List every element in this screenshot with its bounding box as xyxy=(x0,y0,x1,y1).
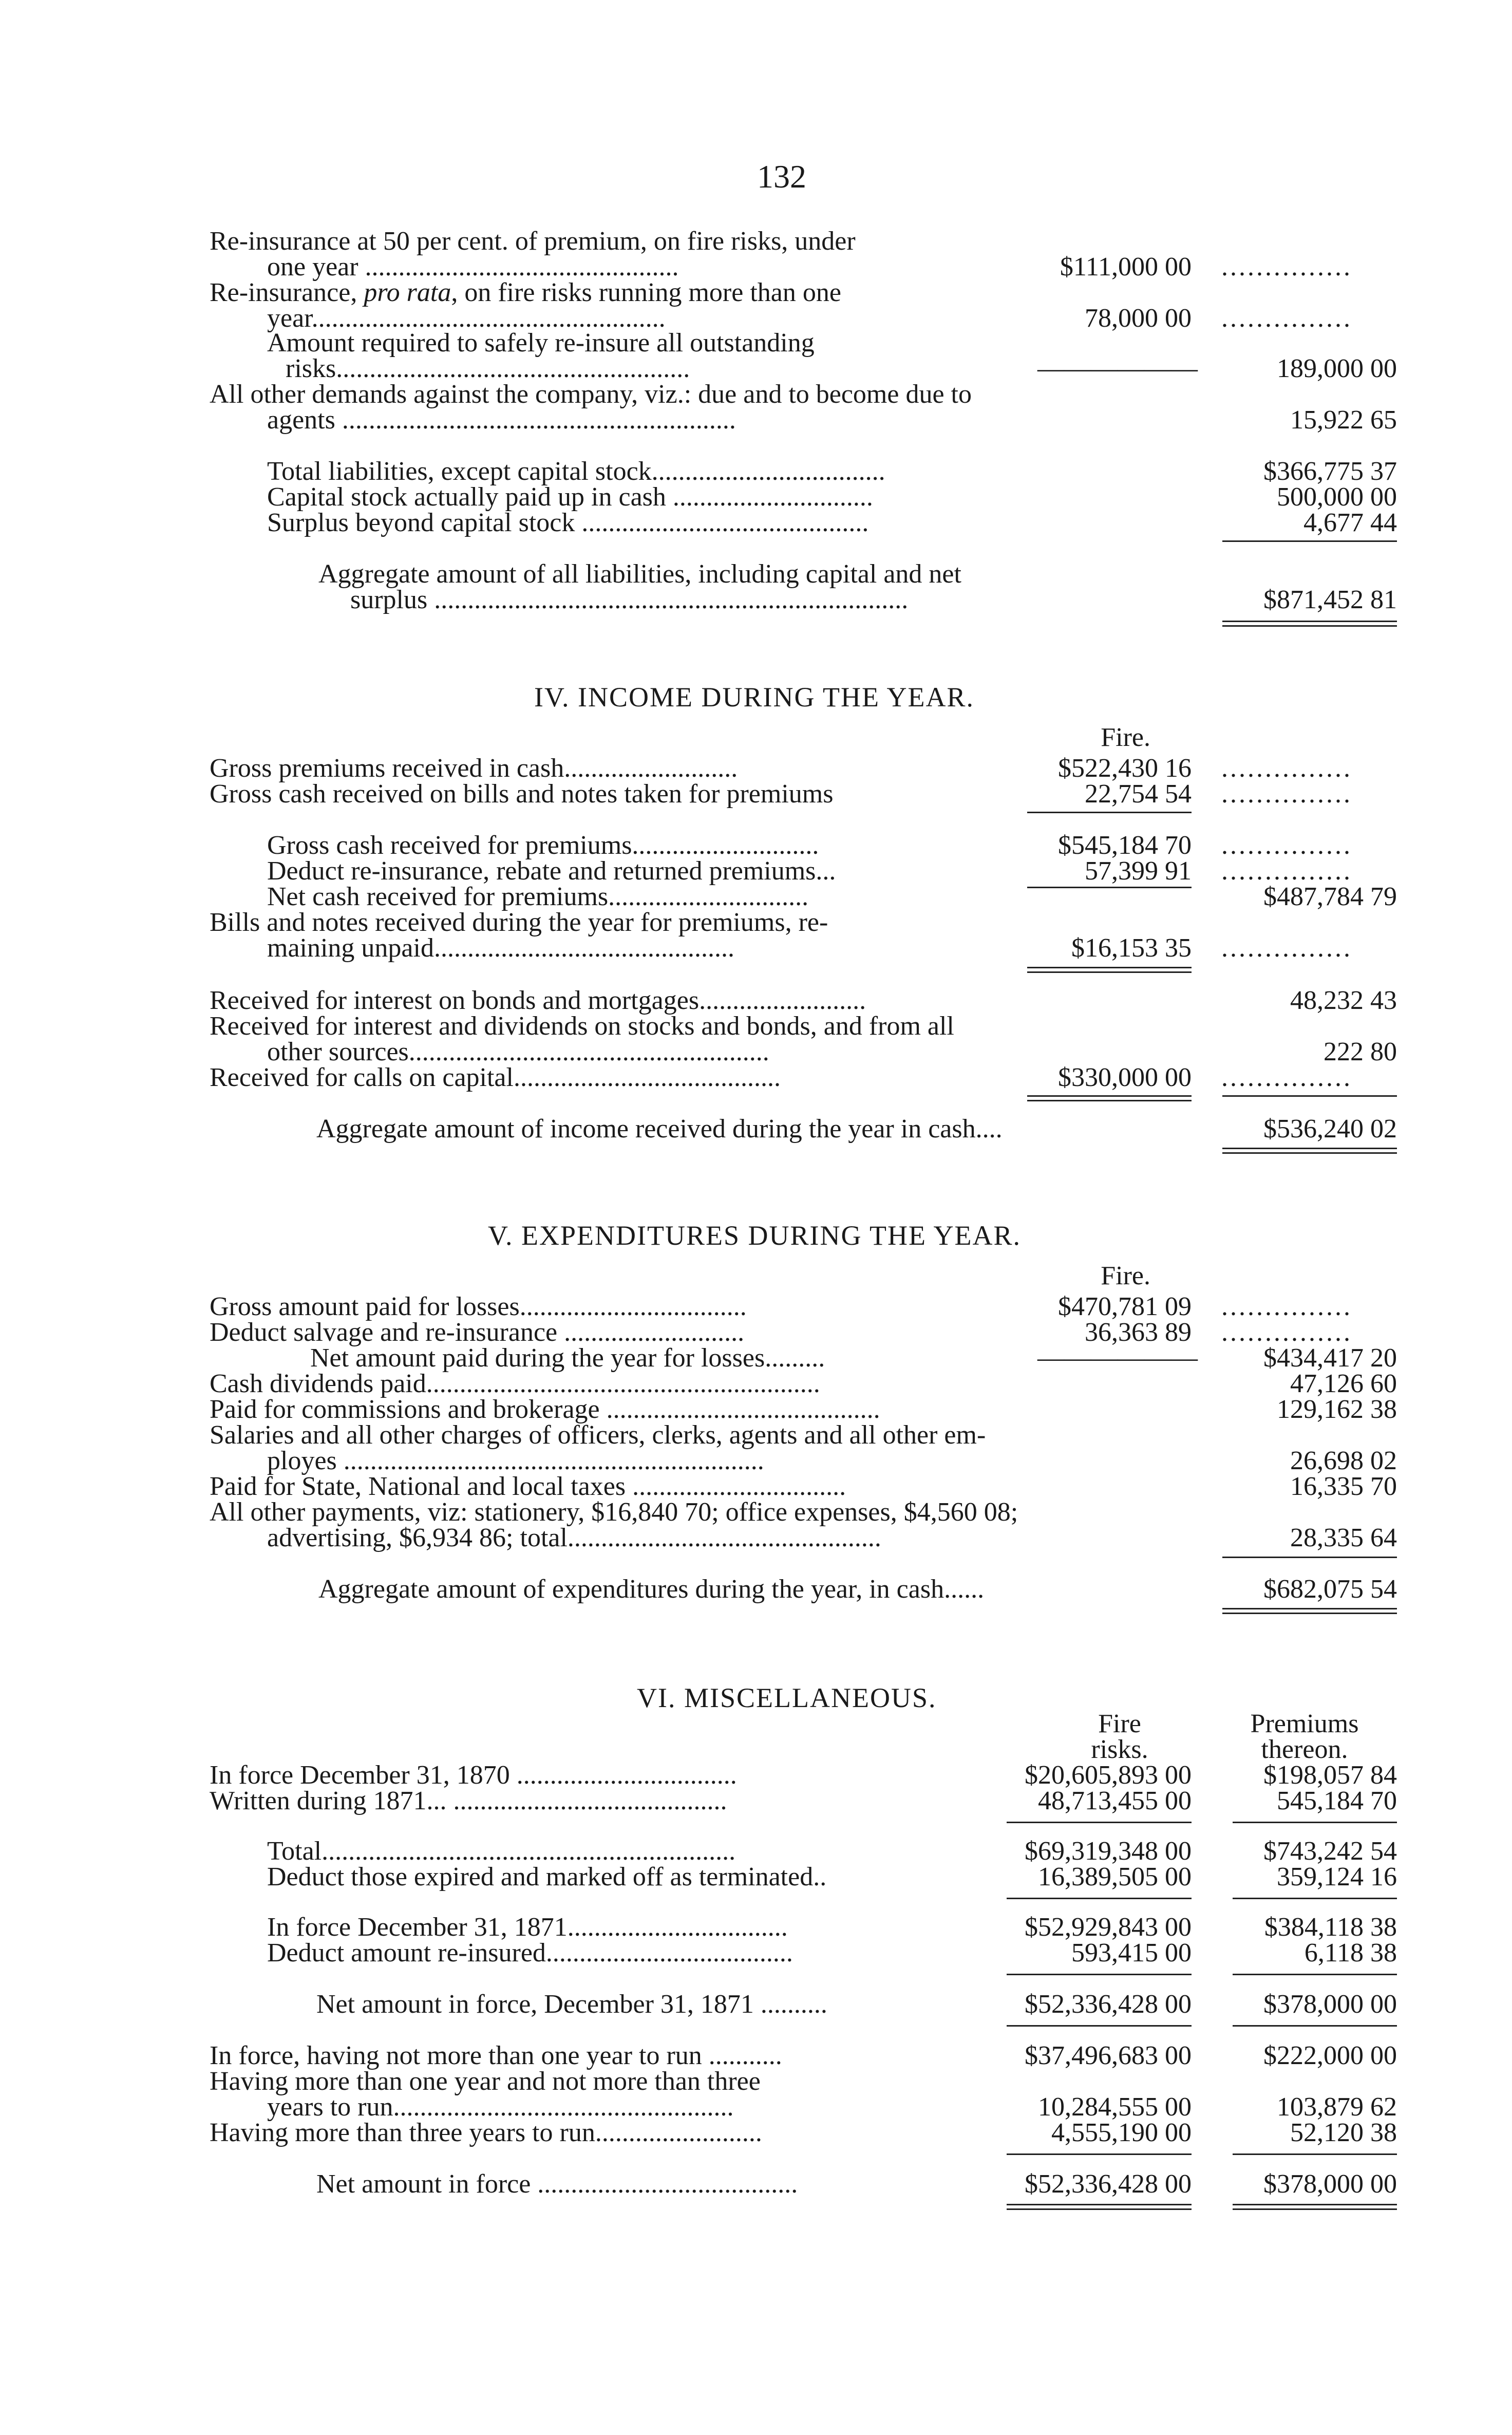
fire-risks-header-b: risks. xyxy=(1091,1735,1148,1764)
calls-capital-label: Received for calls on capital........................................ xyxy=(210,1063,781,1092)
double-rule xyxy=(1222,1148,1397,1154)
cash-dividends-total: 47,126 60 xyxy=(1290,1369,1397,1398)
misc-row-label: In force December 31, 1871................................. xyxy=(267,1913,788,1942)
sum-rule xyxy=(1007,2025,1192,2027)
empty-dots: ............... xyxy=(1221,1292,1352,1321)
sum-rule xyxy=(1233,1898,1397,1899)
misc-row-premiums: 103,879 62 xyxy=(1277,2092,1397,2122)
dash-mark: —————— xyxy=(1037,1343,1198,1373)
misc-row-risks: $37,496,683 00 xyxy=(1025,2041,1192,2070)
total-rule xyxy=(1222,540,1397,542)
fire-risks-header-a: Fire xyxy=(1098,1709,1141,1738)
premiums-header-b: thereon. xyxy=(1261,1735,1348,1764)
amount-required-total: 189,000 00 xyxy=(1277,354,1397,383)
interest-bonds-total: 48,232 43 xyxy=(1290,986,1397,1015)
empty-dots: ............... xyxy=(1221,831,1352,860)
empty-dots: ............... xyxy=(1221,856,1352,886)
total-rule xyxy=(1222,1557,1397,1558)
misc-row-risks: 593,415 00 xyxy=(1071,1938,1192,1968)
total-liabilities-label: Total liabilities, except capital stock................................... xyxy=(267,457,885,486)
misc-row-premiums: 359,124 16 xyxy=(1277,1862,1397,1891)
misc-row-risks: 48,713,455 00 xyxy=(1038,1786,1192,1815)
misc-row-label: Deduct those expired and marked off as terminated.. xyxy=(267,1862,827,1891)
total-liabilities-amount: $366,775 37 xyxy=(1263,457,1397,486)
misc-row-premiums: $378,000 00 xyxy=(1263,1990,1397,2019)
gross-premiums-label: Gross premiums received in cash.......................... xyxy=(210,754,738,783)
misc-row-risks: 16,389,505 00 xyxy=(1038,1862,1192,1891)
total-rule xyxy=(1222,1095,1397,1097)
commissions-label: Paid for commissions and brokerage ......................................... xyxy=(210,1395,880,1424)
sum-rule xyxy=(1027,812,1192,813)
aggregate-income-label: Aggregate amount of income received during the year in cash.... xyxy=(316,1114,1003,1144)
taxes-label: Paid for State, National and local taxes ................................ xyxy=(210,1472,846,1501)
aggregate-liabilities-line-b: surplus ....................................................................... xyxy=(350,585,909,614)
gross-losses-amount: $470,781 09 xyxy=(1058,1292,1192,1321)
aggregate-liabilities-line-a: Aggregate amount of all liabilities, including capital and net xyxy=(318,559,961,589)
reinsurance-line-1b: one year ............................................... xyxy=(267,252,679,282)
surplus-label: Surplus beyond capital stock ........................................... xyxy=(267,508,869,537)
empty-dots: ............... xyxy=(1221,304,1352,333)
misc-having-line-a: Having more than one year and not more than three xyxy=(210,2067,761,2096)
double-rule xyxy=(1027,967,1192,973)
salaries-line-a: Salaries and all other charges of officers, clerks, agents and all other em- xyxy=(210,1420,986,1450)
misc-row-premiums: $222,000 00 xyxy=(1263,2041,1397,2070)
sum-rule xyxy=(1233,2025,1397,2027)
net-cash-total: $487,784 79 xyxy=(1263,882,1397,911)
empty-dots: ............... xyxy=(1221,1063,1352,1092)
reinsurance-line-2a: Re-insurance, pro rata, on fire risks running more than one xyxy=(210,278,841,307)
taxes-total: 16,335 70 xyxy=(1290,1472,1397,1501)
misc-row-risks: $52,929,843 00 xyxy=(1025,1913,1192,1942)
net-losses-label: Net amount paid during the year for losses......... xyxy=(310,1343,825,1373)
misc-row-risks: 4,555,190 00 xyxy=(1051,2118,1192,2147)
sum-rule xyxy=(1007,1974,1192,1975)
gross-cash-amount: $545,184 70 xyxy=(1058,831,1192,860)
gross-bills-label: Gross cash received on bills and notes taken for premiums xyxy=(210,779,834,809)
sum-rule xyxy=(1007,1898,1192,1899)
empty-dots: ............... xyxy=(1221,933,1352,963)
amount-required-line-b: risks..................................................... xyxy=(286,354,690,383)
misc-row-label: In force December 31, 1870 ................................. xyxy=(210,1760,737,1790)
double-rule xyxy=(1027,1095,1192,1101)
gross-cash-label: Gross cash received for premiums............................ xyxy=(267,831,819,860)
misc-row-premiums: $384,118 38 xyxy=(1264,1913,1397,1942)
aggregate-expenditures-total: $682,075 54 xyxy=(1263,1575,1397,1604)
bills-notes-line-a: Bills and notes received during the year for premiums, re- xyxy=(210,908,828,937)
aggregate-liabilities-amount: $871,452 81 xyxy=(1263,585,1397,614)
misc-row-label: Written during 1871... ......................................... xyxy=(210,1786,727,1815)
miscellaneous-heading: VI. MISCELLANEOUS. xyxy=(637,1682,937,1713)
aggregate-income-total: $536,240 02 xyxy=(1263,1114,1397,1144)
misc-row-premiums: $743,242 54 xyxy=(1263,1837,1397,1866)
net-cash-label: Net cash received for premiums.............................. xyxy=(267,882,809,911)
net-losses-total: $434,417 20 xyxy=(1263,1343,1397,1373)
sum-rule xyxy=(1233,2153,1397,2155)
bills-notes-amount: $16,153 35 xyxy=(1071,933,1192,963)
reinsurance-1-amount: $111,000 00 xyxy=(1060,252,1192,282)
calls-capital-amount: $330,000 00 xyxy=(1058,1063,1192,1092)
sum-rule xyxy=(1007,1822,1192,1823)
dash-mark: —————— xyxy=(1037,354,1198,383)
misc-row-risks: $20,605,893 00 xyxy=(1025,1760,1192,1790)
sum-rule xyxy=(1233,1822,1397,1823)
misc-row-premiums: 52,120 38 xyxy=(1290,2118,1397,2147)
expenditures-heading: V. EXPENDITURES DURING THE YEAR. xyxy=(488,1220,1022,1251)
empty-dots: ............... xyxy=(1221,754,1352,783)
reinsurance-line-2b: year..................................................... xyxy=(267,304,666,333)
capital-stock-amount: 500,000 00 xyxy=(1277,482,1397,512)
reinsurance-2-amount: 78,000 00 xyxy=(1085,304,1192,333)
double-rule xyxy=(1222,621,1397,627)
empty-dots: ............... xyxy=(1221,1318,1352,1347)
double-rule xyxy=(1007,2204,1192,2210)
dividends-line-a: Received for interest and dividends on stocks and bonds, and from all xyxy=(210,1012,954,1041)
sum-rule xyxy=(1027,887,1192,888)
misc-row-label: In force, having not more than one year to run ........... xyxy=(210,2041,782,2070)
salvage-amount: 36,363 89 xyxy=(1085,1318,1192,1347)
other-demands-line-b: agents ........................................................... xyxy=(267,405,736,435)
misc-row-premiums: 6,118 38 xyxy=(1304,1938,1397,1968)
income-fire-header: Fire. xyxy=(1101,723,1150,752)
commissions-total: 129,162 38 xyxy=(1277,1395,1397,1424)
sum-rule xyxy=(1233,1974,1397,1975)
misc-row-label: Net amount in force, December 31, 1871 .......... xyxy=(316,1990,827,2019)
expenditures-fire-header: Fire. xyxy=(1101,1261,1150,1290)
misc-row-label: Having more than three years to run......................... xyxy=(210,2118,762,2147)
misc-row-label: years to run................................................... xyxy=(267,2092,734,2122)
misc-row-premiums: $198,057 84 xyxy=(1263,1760,1397,1790)
misc-row-label: Net amount in force ....................................... xyxy=(316,2169,798,2199)
dividends-total: 222 80 xyxy=(1324,1037,1397,1066)
sum-rule xyxy=(1007,2153,1192,2155)
empty-dots: ............... xyxy=(1221,252,1352,282)
deduct-reinsurance-label: Deduct re-insurance, rebate and returned premiums... xyxy=(267,856,836,886)
surplus-amount: 4,677 44 xyxy=(1303,508,1397,537)
misc-row-risks: 10,284,555 00 xyxy=(1038,2092,1192,2122)
salvage-label: Deduct salvage and re-insurance ........................... xyxy=(210,1318,745,1347)
all-other-total: 28,335 64 xyxy=(1290,1523,1397,1552)
double-rule xyxy=(1233,2204,1397,2210)
deduct-reinsurance-amount: 57,399 91 xyxy=(1085,856,1192,886)
capital-stock-label: Capital stock actually paid up in cash .............................. xyxy=(267,482,873,512)
misc-row-risks: $52,336,428 00 xyxy=(1025,2169,1192,2199)
interest-bonds-label: Received for interest on bonds and mortgages......................... xyxy=(210,986,866,1015)
gross-losses-label: Gross amount paid for losses.................................. xyxy=(210,1292,747,1321)
amount-required-line-a: Amount required to safely re-insure all outstanding xyxy=(267,328,815,358)
misc-row-label: Total.............................................................. xyxy=(267,1837,736,1866)
reinsurance-line-1a: Re-insurance at 50 per cent. of premium, on fire risks, under xyxy=(210,227,856,256)
empty-dots: ............... xyxy=(1221,779,1352,809)
double-rule xyxy=(1222,1608,1397,1614)
income-heading: IV. INCOME DURING THE YEAR. xyxy=(534,682,974,713)
misc-row-premiums: 545,184 70 xyxy=(1277,1786,1397,1815)
other-demands-total: 15,922 65 xyxy=(1290,405,1397,435)
misc-row-label: Deduct amount re-insured..................................... xyxy=(267,1938,793,1968)
all-other-line-b: advertising, $6,934 86; total............................................... xyxy=(267,1523,881,1552)
misc-row-risks: $52,336,428 00 xyxy=(1025,1990,1192,2019)
premiums-header-a: Premiums xyxy=(1250,1709,1359,1738)
cash-dividends-label: Cash dividends paid........................................................... xyxy=(210,1369,820,1398)
gross-premiums-amount: $522,430 16 xyxy=(1058,754,1192,783)
dividends-line-b: other sources...................................................... xyxy=(267,1037,769,1066)
all-other-line-a: All other payments, viz: stationery, $16,840 70; office expenses, $4,560 08; xyxy=(210,1497,1018,1527)
aggregate-expenditures-label: Aggregate amount of expenditures during the year, in cash...... xyxy=(318,1575,985,1604)
salaries-line-b: ployes ............................................................... xyxy=(267,1446,764,1475)
other-demands-line-a: All other demands against the company, viz.: due and to become due to xyxy=(210,380,972,409)
bills-notes-line-b: maining unpaid............................................. xyxy=(267,933,734,963)
gross-bills-amount: 22,754 54 xyxy=(1085,779,1192,809)
salaries-total: 26,698 02 xyxy=(1290,1446,1397,1475)
misc-row-premiums: $378,000 00 xyxy=(1263,2169,1397,2199)
misc-row-risks: $69,319,348 00 xyxy=(1025,1837,1192,1866)
page-number: 132 xyxy=(757,158,806,195)
